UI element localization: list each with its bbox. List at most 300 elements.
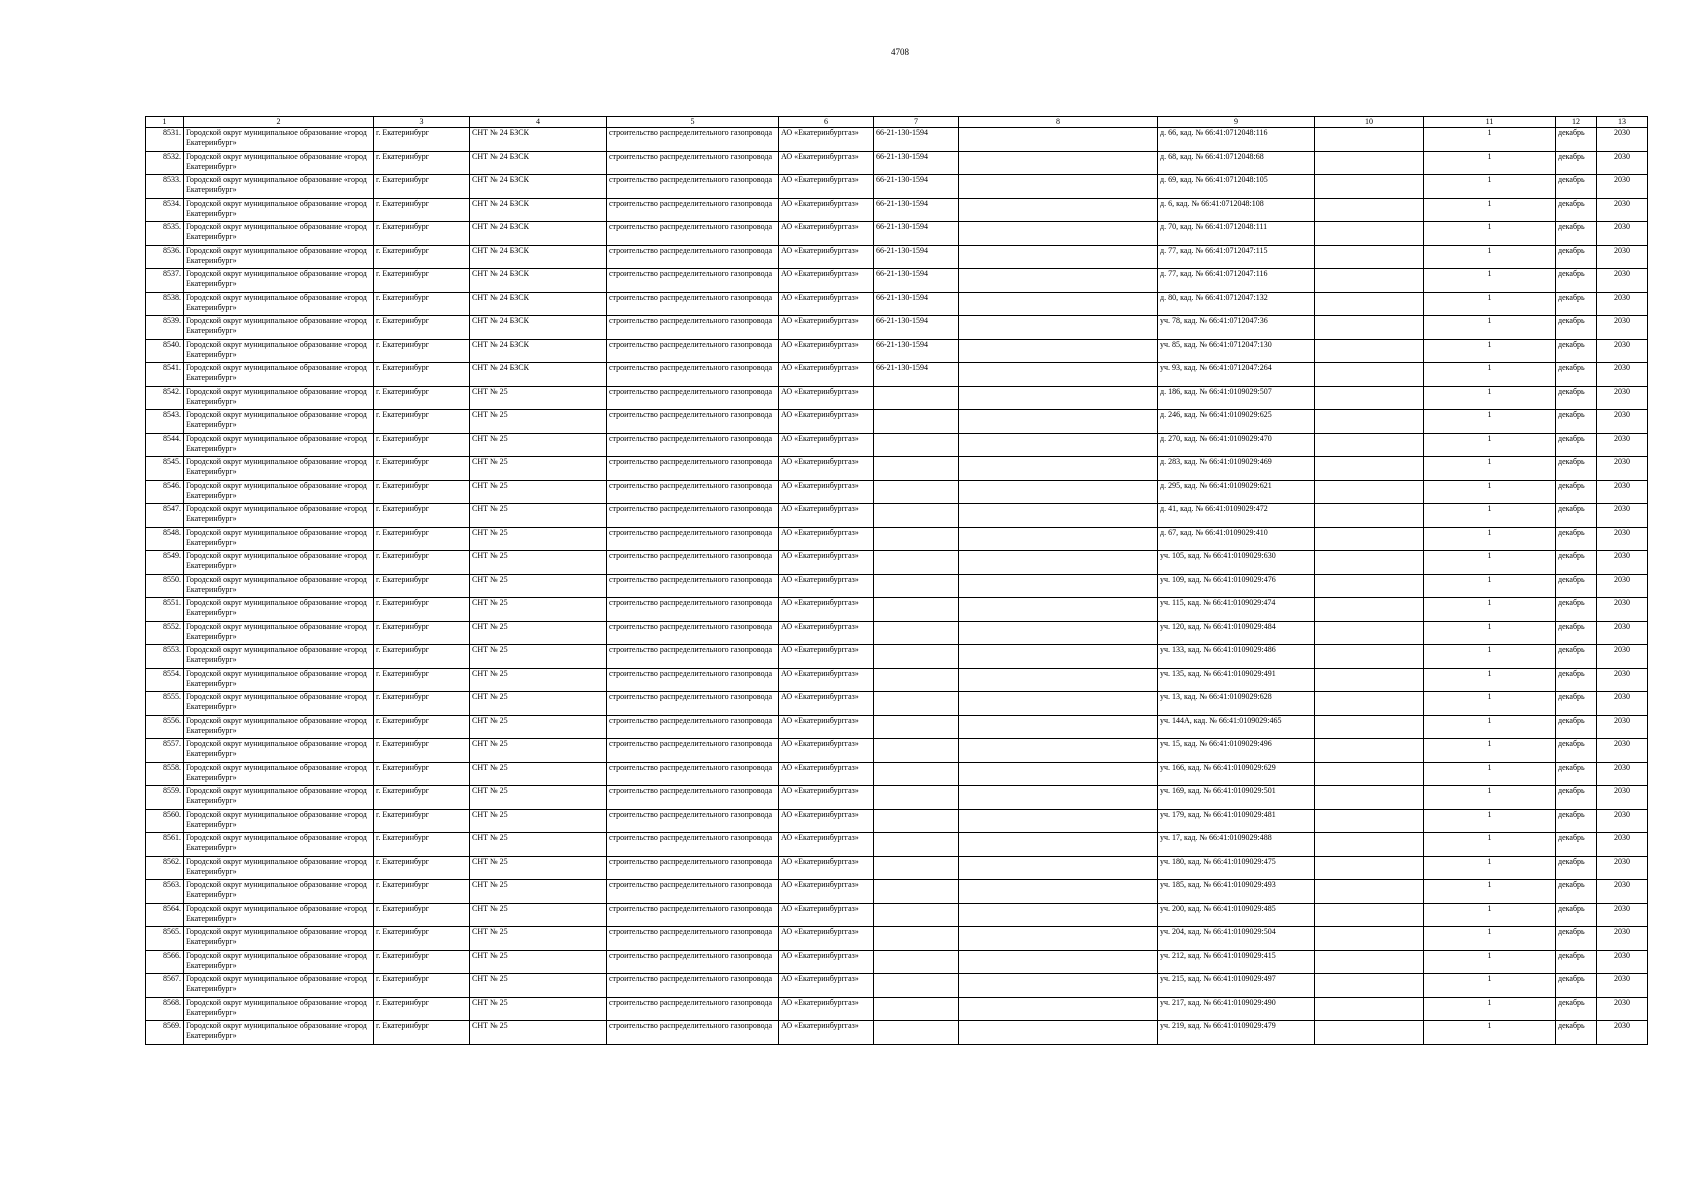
year-cell: 2030 — [1597, 739, 1648, 763]
quantity-cell: 1 — [1424, 715, 1556, 739]
work-type-cell: строительство распределительного газопровода — [607, 316, 779, 340]
organization-cell: АО «Екатеринбурггаз» — [779, 222, 874, 246]
location-cell: СНТ № 25 — [470, 692, 607, 716]
municipality-cell: Городской округ муниципальное образование «город Екатеринбург» — [184, 151, 374, 175]
work-type-cell: строительство распределительного газопровода — [607, 480, 779, 504]
table-row — [146, 668, 1648, 692]
table-row — [146, 715, 1648, 739]
code-cell: 66-21-130-1594 — [874, 128, 959, 152]
table-body — [146, 117, 1648, 1045]
extra-cell — [1315, 692, 1424, 716]
organization-cell: АО «Екатеринбурггаз» — [779, 245, 874, 269]
object-address-cell: уч. 185, кад. № 66:41:0109029:493 — [1158, 880, 1315, 904]
municipality-cell: Городской округ муниципальное образование «город Екатеринбург» — [184, 739, 374, 763]
year-cell: 2030 — [1597, 574, 1648, 598]
quantity-cell: 1 — [1424, 551, 1556, 575]
year-cell: 2030 — [1597, 292, 1648, 316]
organization-cell: АО «Екатеринбурггаз» — [779, 574, 874, 598]
work-type-cell: строительство распределительного газопровода — [607, 903, 779, 927]
table-row — [146, 692, 1648, 716]
month-cell: декабрь — [1556, 292, 1597, 316]
row-number-cell: 8559. — [146, 786, 184, 810]
note-cell — [959, 551, 1158, 575]
settlement-cell: г. Екатеринбург — [374, 128, 470, 152]
table-row — [146, 950, 1648, 974]
municipality-cell: Городской округ муниципальное образование «город Екатеринбург» — [184, 574, 374, 598]
table-row — [146, 809, 1648, 833]
table-row — [146, 480, 1648, 504]
object-address-cell: уч. 144А, кад. № 66:41:0109029:465 — [1158, 715, 1315, 739]
year-cell: 2030 — [1597, 598, 1648, 622]
quantity-cell: 1 — [1424, 927, 1556, 951]
row-number-cell: 8569. — [146, 1021, 184, 1045]
quantity-cell: 1 — [1424, 809, 1556, 833]
note-cell — [959, 480, 1158, 504]
work-type-cell: строительство распределительного газопровода — [607, 151, 779, 175]
object-address-cell: д. 77, кад. № 66:41:0712047:116 — [1158, 269, 1315, 293]
municipality-cell: Городской округ муниципальное образование «город Екатеринбург» — [184, 363, 374, 387]
table-row — [146, 974, 1648, 998]
quantity-cell: 1 — [1424, 386, 1556, 410]
year-cell: 2030 — [1597, 997, 1648, 1021]
row-number-cell: 8565. — [146, 927, 184, 951]
object-address-cell: уч. 200, кад. № 66:41:0109029:485 — [1158, 903, 1315, 927]
month-cell: декабрь — [1556, 692, 1597, 716]
object-address-cell: уч. 115, кад. № 66:41:0109029:474 — [1158, 598, 1315, 622]
code-cell — [874, 880, 959, 904]
extra-cell — [1315, 292, 1424, 316]
year-cell: 2030 — [1597, 715, 1648, 739]
object-address-cell: д. 80, кад. № 66:41:0712047:132 — [1158, 292, 1315, 316]
month-cell: декабрь — [1556, 574, 1597, 598]
year-cell: 2030 — [1597, 880, 1648, 904]
organization-cell: АО «Екатеринбурггаз» — [779, 880, 874, 904]
location-cell: СНТ № 25 — [470, 927, 607, 951]
code-cell — [874, 668, 959, 692]
column-number: 6 — [779, 117, 874, 128]
settlement-cell: г. Екатеринбург — [374, 410, 470, 434]
object-address-cell: уч. 120, кад. № 66:41:0109029:484 — [1158, 621, 1315, 645]
settlement-cell: г. Екатеринбург — [374, 809, 470, 833]
location-cell: СНТ № 25 — [470, 668, 607, 692]
organization-cell: АО «Екатеринбурггаз» — [779, 645, 874, 669]
note-cell — [959, 974, 1158, 998]
municipality-cell: Городской округ муниципальное образование «город Екатеринбург» — [184, 339, 374, 363]
year-cell: 2030 — [1597, 692, 1648, 716]
municipality-cell: Городской округ муниципальное образование «город Екатеринбург» — [184, 997, 374, 1021]
extra-cell — [1315, 198, 1424, 222]
table-row — [146, 527, 1648, 551]
object-address-cell: уч. 215, кад. № 66:41:0109029:497 — [1158, 974, 1315, 998]
note-cell — [959, 316, 1158, 340]
row-number-cell: 8539. — [146, 316, 184, 340]
object-address-cell: уч. 105, кад. № 66:41:0109029:630 — [1158, 551, 1315, 575]
table-row — [146, 833, 1648, 857]
quantity-cell: 1 — [1424, 151, 1556, 175]
row-number-cell: 8560. — [146, 809, 184, 833]
extra-cell — [1315, 316, 1424, 340]
quantity-cell: 1 — [1424, 856, 1556, 880]
column-number: 4 — [470, 117, 607, 128]
location-cell: СНТ № 25 — [470, 480, 607, 504]
location-cell: СНТ № 25 — [470, 527, 607, 551]
row-number-cell: 8534. — [146, 198, 184, 222]
object-address-cell: уч. 109, кад. № 66:41:0109029:476 — [1158, 574, 1315, 598]
organization-cell: АО «Екатеринбурггаз» — [779, 386, 874, 410]
quantity-cell: 1 — [1424, 245, 1556, 269]
settlement-cell: г. Екатеринбург — [374, 198, 470, 222]
note-cell — [959, 363, 1158, 387]
quantity-cell: 1 — [1424, 410, 1556, 434]
year-cell: 2030 — [1597, 809, 1648, 833]
table-row — [146, 621, 1648, 645]
location-cell: СНТ № 25 — [470, 621, 607, 645]
extra-cell — [1315, 668, 1424, 692]
quantity-cell: 1 — [1424, 574, 1556, 598]
note-cell — [959, 621, 1158, 645]
location-cell: СНТ № 24 БЗСК — [470, 292, 607, 316]
table-row — [146, 151, 1648, 175]
month-cell: декабрь — [1556, 974, 1597, 998]
work-type-cell: строительство распределительного газопровода — [607, 175, 779, 199]
work-type-cell: строительство распределительного газопровода — [607, 198, 779, 222]
year-cell: 2030 — [1597, 222, 1648, 246]
quantity-cell: 1 — [1424, 692, 1556, 716]
municipality-cell: Городской округ муниципальное образование «город Екатеринбург» — [184, 692, 374, 716]
municipality-cell: Городской округ муниципальное образование «город Екатеринбург» — [184, 668, 374, 692]
extra-cell — [1315, 880, 1424, 904]
year-cell: 2030 — [1597, 245, 1648, 269]
year-cell: 2030 — [1597, 551, 1648, 575]
settlement-cell: г. Екатеринбург — [374, 903, 470, 927]
note-cell — [959, 339, 1158, 363]
quantity-cell: 1 — [1424, 739, 1556, 763]
row-number-cell: 8554. — [146, 668, 184, 692]
settlement-cell: г. Екатеринбург — [374, 645, 470, 669]
month-cell: декабрь — [1556, 786, 1597, 810]
code-cell: 66-21-130-1594 — [874, 151, 959, 175]
quantity-cell: 1 — [1424, 457, 1556, 481]
organization-cell: АО «Екатеринбурггаз» — [779, 715, 874, 739]
note-cell — [959, 574, 1158, 598]
work-type-cell: строительство распределительного газопровода — [607, 269, 779, 293]
municipality-cell: Городской округ муниципальное образование «город Екатеринбург» — [184, 527, 374, 551]
year-cell: 2030 — [1597, 433, 1648, 457]
table-row — [146, 363, 1648, 387]
location-cell: СНТ № 25 — [470, 950, 607, 974]
table-row — [146, 856, 1648, 880]
code-cell — [874, 433, 959, 457]
note-cell — [959, 1021, 1158, 1045]
quantity-cell: 1 — [1424, 645, 1556, 669]
municipality-cell: Городской округ муниципальное образование «город Екатеринбург» — [184, 316, 374, 340]
extra-cell — [1315, 480, 1424, 504]
municipality-cell: Городской округ муниципальное образование «город Екатеринбург» — [184, 175, 374, 199]
year-cell: 2030 — [1597, 621, 1648, 645]
year-cell: 2030 — [1597, 175, 1648, 199]
note-cell — [959, 645, 1158, 669]
code-cell: 66-21-130-1594 — [874, 339, 959, 363]
column-number: 11 — [1424, 117, 1556, 128]
year-cell: 2030 — [1597, 128, 1648, 152]
year-cell: 2030 — [1597, 457, 1648, 481]
object-address-cell: уч. 17, кад. № 66:41:0109029:488 — [1158, 833, 1315, 857]
settlement-cell: г. Екатеринбург — [374, 1021, 470, 1045]
location-cell: СНТ № 25 — [470, 997, 607, 1021]
row-number-cell: 8531. — [146, 128, 184, 152]
municipality-cell: Городской округ муниципальное образование «город Екатеринбург» — [184, 927, 374, 951]
extra-cell — [1315, 363, 1424, 387]
row-number-cell: 8562. — [146, 856, 184, 880]
month-cell: декабрь — [1556, 762, 1597, 786]
location-cell: СНТ № 24 БЗСК — [470, 245, 607, 269]
month-cell: декабрь — [1556, 433, 1597, 457]
month-cell: декабрь — [1556, 880, 1597, 904]
table-row — [146, 880, 1648, 904]
settlement-cell: г. Екатеринбург — [374, 363, 470, 387]
organization-cell: АО «Екатеринбурггаз» — [779, 316, 874, 340]
object-address-cell: уч. 15, кад. № 66:41:0109029:496 — [1158, 739, 1315, 763]
object-address-cell: уч. 85, кад. № 66:41:0712047:130 — [1158, 339, 1315, 363]
quantity-cell: 1 — [1424, 1021, 1556, 1045]
work-type-cell: строительство распределительного газопровода — [607, 645, 779, 669]
month-cell: декабрь — [1556, 339, 1597, 363]
month-cell: декабрь — [1556, 316, 1597, 340]
quantity-cell: 1 — [1424, 433, 1556, 457]
extra-cell — [1315, 786, 1424, 810]
table-row — [146, 504, 1648, 528]
location-cell: СНТ № 25 — [470, 574, 607, 598]
extra-cell — [1315, 833, 1424, 857]
organization-cell: АО «Екатеринбурггаз» — [779, 809, 874, 833]
row-number-cell: 8549. — [146, 551, 184, 575]
municipality-cell: Городской округ муниципальное образование «город Екатеринбург» — [184, 433, 374, 457]
municipality-cell: Городской округ муниципальное образование «город Екатеринбург» — [184, 598, 374, 622]
year-cell: 2030 — [1597, 386, 1648, 410]
month-cell: декабрь — [1556, 527, 1597, 551]
code-cell — [874, 786, 959, 810]
municipality-cell: Городской округ муниципальное образование «город Екатеринбург» — [184, 880, 374, 904]
settlement-cell: г. Екатеринбург — [374, 433, 470, 457]
row-number-cell: 8556. — [146, 715, 184, 739]
quantity-cell: 1 — [1424, 527, 1556, 551]
row-number-cell: 8551. — [146, 598, 184, 622]
extra-cell — [1315, 433, 1424, 457]
organization-cell: АО «Екатеринбурггаз» — [779, 668, 874, 692]
column-number: 13 — [1597, 117, 1648, 128]
table-row — [146, 339, 1648, 363]
note-cell — [959, 245, 1158, 269]
municipality-cell: Городской округ муниципальное образование «город Екатеринбург» — [184, 457, 374, 481]
year-cell: 2030 — [1597, 645, 1648, 669]
note-cell — [959, 856, 1158, 880]
location-cell: СНТ № 25 — [470, 504, 607, 528]
table-row — [146, 316, 1648, 340]
extra-cell — [1315, 527, 1424, 551]
code-cell — [874, 715, 959, 739]
location-cell: СНТ № 25 — [470, 551, 607, 575]
work-type-cell: строительство распределительного газопровода — [607, 245, 779, 269]
table-row — [146, 269, 1648, 293]
organization-cell: АО «Екатеринбурггаз» — [779, 598, 874, 622]
work-type-cell: строительство распределительного газопровода — [607, 668, 779, 692]
registry-table — [145, 116, 1648, 1045]
column-number: 7 — [874, 117, 959, 128]
quantity-cell: 1 — [1424, 598, 1556, 622]
work-type-cell: строительство распределительного газопровода — [607, 527, 779, 551]
quantity-cell: 1 — [1424, 504, 1556, 528]
code-cell — [874, 950, 959, 974]
municipality-cell: Городской округ муниципальное образование «город Екатеринбург» — [184, 833, 374, 857]
code-cell: 66-21-130-1594 — [874, 175, 959, 199]
organization-cell: АО «Екатеринбурггаз» — [779, 739, 874, 763]
organization-cell: АО «Екатеринбурггаз» — [779, 833, 874, 857]
note-cell — [959, 809, 1158, 833]
object-address-cell: д. 41, кад. № 66:41:0109029:472 — [1158, 504, 1315, 528]
settlement-cell: г. Екатеринбург — [374, 316, 470, 340]
settlement-cell: г. Екатеринбург — [374, 950, 470, 974]
row-number-cell: 8547. — [146, 504, 184, 528]
location-cell: СНТ № 25 — [470, 856, 607, 880]
settlement-cell: г. Екатеринбург — [374, 856, 470, 880]
work-type-cell: строительство распределительного газопровода — [607, 950, 779, 974]
extra-cell — [1315, 974, 1424, 998]
organization-cell: АО «Екатеринбурггаз» — [779, 856, 874, 880]
work-type-cell: строительство распределительного газопровода — [607, 786, 779, 810]
quantity-cell: 1 — [1424, 833, 1556, 857]
extra-cell — [1315, 269, 1424, 293]
work-type-cell: строительство распределительного газопровода — [607, 386, 779, 410]
table-row — [146, 175, 1648, 199]
work-type-cell: строительство распределительного газопровода — [607, 551, 779, 575]
row-number-cell: 8552. — [146, 621, 184, 645]
code-cell — [874, 551, 959, 575]
object-address-cell: уч. 169, кад. № 66:41:0109029:501 — [1158, 786, 1315, 810]
organization-cell: АО «Екатеринбурггаз» — [779, 339, 874, 363]
note-cell — [959, 950, 1158, 974]
row-number-cell: 8550. — [146, 574, 184, 598]
extra-cell — [1315, 457, 1424, 481]
municipality-cell: Городской округ муниципальное образование «город Екатеринбург» — [184, 621, 374, 645]
settlement-cell: г. Екатеринбург — [374, 551, 470, 575]
column-number: 1 — [146, 117, 184, 128]
month-cell: декабрь — [1556, 621, 1597, 645]
extra-cell — [1315, 856, 1424, 880]
settlement-cell: г. Екатеринбург — [374, 762, 470, 786]
location-cell: СНТ № 25 — [470, 739, 607, 763]
organization-cell: АО «Екатеринбурггаз» — [779, 175, 874, 199]
row-number-cell: 8563. — [146, 880, 184, 904]
code-cell: 66-21-130-1594 — [874, 269, 959, 293]
work-type-cell: строительство распределительного газопровода — [607, 809, 779, 833]
work-type-cell: строительство распределительного газопровода — [607, 574, 779, 598]
organization-cell: АО «Екатеринбурггаз» — [779, 198, 874, 222]
note-cell — [959, 457, 1158, 481]
month-cell: декабрь — [1556, 504, 1597, 528]
extra-cell — [1315, 551, 1424, 575]
code-cell — [874, 457, 959, 481]
object-address-cell: уч. 135, кад. № 66:41:0109029:491 — [1158, 668, 1315, 692]
settlement-cell: г. Екатеринбург — [374, 339, 470, 363]
extra-cell — [1315, 151, 1424, 175]
note-cell — [959, 668, 1158, 692]
row-number-cell: 8538. — [146, 292, 184, 316]
year-cell: 2030 — [1597, 339, 1648, 363]
table-row — [146, 927, 1648, 951]
note-cell — [959, 715, 1158, 739]
row-number-cell: 8542. — [146, 386, 184, 410]
municipality-cell: Городской округ муниципальное образование «город Екатеринбург» — [184, 410, 374, 434]
extra-cell — [1315, 175, 1424, 199]
work-type-cell: строительство распределительного газопровода — [607, 927, 779, 951]
organization-cell: АО «Екатеринбурггаз» — [779, 527, 874, 551]
object-address-cell: уч. 180, кад. № 66:41:0109029:475 — [1158, 856, 1315, 880]
work-type-cell: строительство распределительного газопровода — [607, 1021, 779, 1045]
quantity-cell: 1 — [1424, 269, 1556, 293]
organization-cell: АО «Екатеринбурггаз» — [779, 621, 874, 645]
location-cell: СНТ № 24 БЗСК — [470, 198, 607, 222]
quantity-cell: 1 — [1424, 316, 1556, 340]
municipality-cell: Городской округ муниципальное образование «город Екатеринбург» — [184, 1021, 374, 1045]
work-type-cell: строительство распределительного газопровода — [607, 598, 779, 622]
object-address-cell: уч. 133, кад. № 66:41:0109029:486 — [1158, 645, 1315, 669]
note-cell — [959, 903, 1158, 927]
row-number-cell: 8536. — [146, 245, 184, 269]
location-cell: СНТ № 24 БЗСК — [470, 151, 607, 175]
settlement-cell: г. Екатеринбург — [374, 692, 470, 716]
object-address-cell: д. 283, кад. № 66:41:0109029:469 — [1158, 457, 1315, 481]
year-cell: 2030 — [1597, 527, 1648, 551]
object-address-cell: уч. 204, кад. № 66:41:0109029:504 — [1158, 927, 1315, 951]
note-cell — [959, 269, 1158, 293]
object-address-cell: д. 270, кад. № 66:41:0109029:470 — [1158, 433, 1315, 457]
code-cell — [874, 809, 959, 833]
quantity-cell: 1 — [1424, 222, 1556, 246]
quantity-cell: 1 — [1424, 621, 1556, 645]
settlement-cell: г. Екатеринбург — [374, 974, 470, 998]
code-cell: 66-21-130-1594 — [874, 245, 959, 269]
table-row — [146, 739, 1648, 763]
table-row — [146, 762, 1648, 786]
location-cell: СНТ № 25 — [470, 809, 607, 833]
year-cell: 2030 — [1597, 762, 1648, 786]
code-cell: 66-21-130-1594 — [874, 222, 959, 246]
page-number: 4708 — [891, 47, 909, 57]
year-cell: 2030 — [1597, 480, 1648, 504]
organization-cell: АО «Екатеринбурггаз» — [779, 903, 874, 927]
settlement-cell: г. Екатеринбург — [374, 269, 470, 293]
object-address-cell: уч. 212, кад. № 66:41:0109029:415 — [1158, 950, 1315, 974]
row-number-cell: 8553. — [146, 645, 184, 669]
column-number: 3 — [374, 117, 470, 128]
extra-cell — [1315, 809, 1424, 833]
organization-cell: АО «Екатеринбурггаз» — [779, 974, 874, 998]
quantity-cell: 1 — [1424, 480, 1556, 504]
settlement-cell: г. Екатеринбург — [374, 222, 470, 246]
settlement-cell: г. Екатеринбург — [374, 786, 470, 810]
year-cell: 2030 — [1597, 786, 1648, 810]
municipality-cell: Городской округ муниципальное образование «город Екатеринбург» — [184, 903, 374, 927]
month-cell: декабрь — [1556, 269, 1597, 293]
extra-cell — [1315, 739, 1424, 763]
work-type-cell: строительство распределительного газопровода — [607, 692, 779, 716]
work-type-cell: строительство распределительного газопровода — [607, 504, 779, 528]
object-address-cell: уч. 13, кад. № 66:41:0109029:628 — [1158, 692, 1315, 716]
location-cell: СНТ № 25 — [470, 645, 607, 669]
municipality-cell: Городской округ муниципальное образование «город Екатеринбург» — [184, 645, 374, 669]
code-cell — [874, 692, 959, 716]
municipality-cell: Городской округ муниципальное образование «город Екатеринбург» — [184, 762, 374, 786]
